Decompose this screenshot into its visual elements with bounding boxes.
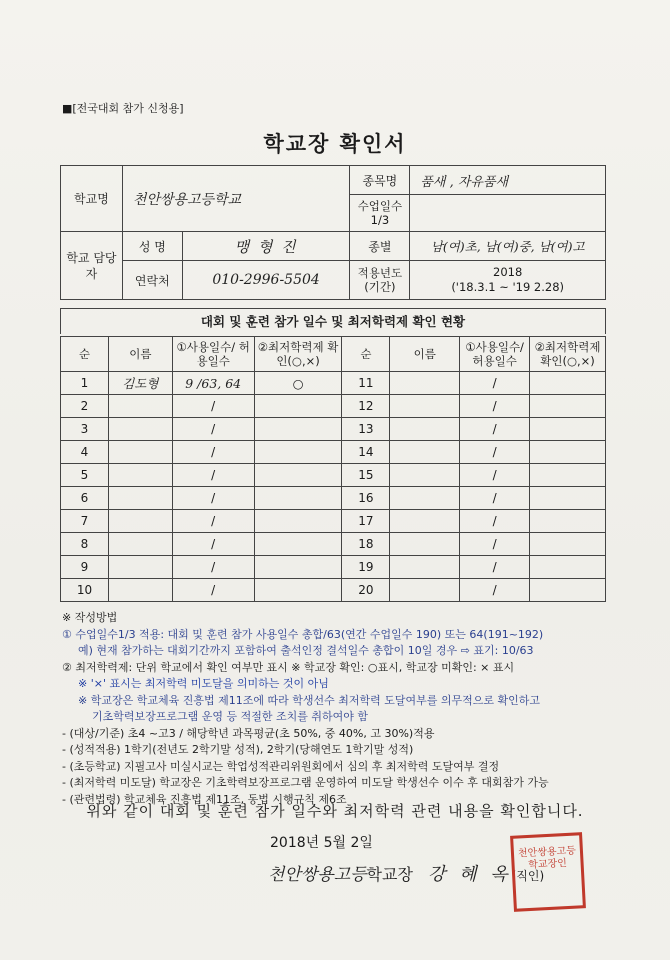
cell-n: 10 bbox=[61, 579, 109, 602]
table-row bbox=[61, 556, 606, 579]
note-line: - (대상/기준) 초4 ~고3 / 해당학년 과목평균(초 50%, 중 40%, 고 30%)적용 bbox=[62, 726, 435, 740]
col-header: 이름 bbox=[390, 337, 460, 372]
cell-name bbox=[108, 510, 172, 533]
days-label: 수업일수 1/3 bbox=[350, 195, 410, 232]
contact-value: 010-2996-5504 bbox=[182, 261, 350, 300]
cell-check bbox=[530, 556, 606, 579]
section-title: 대회 및 훈련 참가 일수 및 최저학력제 확인 현황 bbox=[60, 308, 606, 334]
year-label: 적용년도 (기간) bbox=[350, 261, 410, 300]
cell-name bbox=[390, 441, 460, 464]
event-label: 종목명 bbox=[350, 166, 410, 195]
cell-days: / bbox=[460, 556, 530, 579]
cell-check bbox=[254, 395, 342, 418]
days-value bbox=[410, 195, 606, 232]
cell-n: 5 bbox=[61, 464, 109, 487]
note-line: - (관련법령) 학교체육 진흥법 제11조, 동법 시행규칙 제6조 bbox=[62, 792, 347, 806]
cell-n: 4 bbox=[61, 441, 109, 464]
cell-name bbox=[108, 579, 172, 602]
cell-n: 8 bbox=[61, 533, 109, 556]
cell-days: / bbox=[172, 510, 254, 533]
cell-n: 14 bbox=[342, 441, 390, 464]
cell-check bbox=[530, 487, 606, 510]
cell-days: / bbox=[460, 579, 530, 602]
school-label: 학교명 bbox=[61, 166, 123, 232]
cell-n: 9 bbox=[61, 556, 109, 579]
cell-days: / bbox=[460, 510, 530, 533]
cell-n: 16 bbox=[342, 487, 390, 510]
cell-check bbox=[254, 510, 342, 533]
col-header: ①사용일수/ 허용일수 bbox=[172, 337, 254, 372]
cell-n: 19 bbox=[342, 556, 390, 579]
cell-name bbox=[390, 372, 460, 395]
cell-name bbox=[390, 395, 460, 418]
seal-suffix: (직인) bbox=[511, 869, 545, 883]
cell-check bbox=[530, 395, 606, 418]
cell-check bbox=[530, 464, 606, 487]
cell-days: / bbox=[172, 395, 254, 418]
col-header: 이름 bbox=[108, 337, 172, 372]
official-seal: 천안쌍용고등학교장인 bbox=[510, 832, 586, 912]
cell-n: 15 bbox=[342, 464, 390, 487]
cell-name bbox=[108, 395, 172, 418]
cell-name bbox=[390, 510, 460, 533]
cell-name bbox=[108, 487, 172, 510]
signature-school: 천안쌍용고등 bbox=[268, 865, 367, 885]
category-value: 남(여)초, 남(여)중, 남(여)고 bbox=[410, 232, 606, 261]
cell-name bbox=[108, 464, 172, 487]
cell-name bbox=[390, 533, 460, 556]
table-row bbox=[61, 441, 606, 464]
cell-check bbox=[530, 418, 606, 441]
cell-check bbox=[530, 441, 606, 464]
note-line: ※ '×' 표시는 최저학력 미도달을 의미하는 것이 아님 bbox=[78, 677, 329, 690]
note-line: - (최저학력 미도달) 학교장은 기초학력보장프로그램 운영하여 미도달 학생선수 이수 후 대회참가 가능 bbox=[62, 776, 549, 789]
cell-days: / bbox=[460, 418, 530, 441]
cell-check bbox=[254, 441, 342, 464]
table-row bbox=[61, 372, 606, 395]
note-line: ① 수업일수1/3 적용: 대회 및 훈련 참가 사용일수 총합/63(연간 수업일수 190) 또는 64(191~192) bbox=[62, 627, 544, 641]
col-header: ①사용일수/ 허용일수 bbox=[460, 337, 530, 372]
cell-days: / bbox=[172, 533, 254, 556]
cell-check bbox=[530, 579, 606, 602]
note-line: - (성적적용) 1학기(전년도 2학기말 성적), 2학기(당해연도 1학기말 성적) bbox=[62, 743, 414, 756]
cell-n: 1 bbox=[61, 372, 109, 395]
cell-days: / bbox=[460, 395, 530, 418]
cell-check bbox=[530, 372, 606, 395]
cell-days: / bbox=[172, 418, 254, 441]
cell-days: / bbox=[172, 556, 254, 579]
col-header: 순 bbox=[342, 337, 390, 372]
cell-name bbox=[390, 556, 460, 579]
col-header: ②최저학력제 확인(○,×) bbox=[530, 337, 606, 372]
participation-table bbox=[60, 336, 606, 602]
confirmation-text: 위와 같이 대회 및 훈련 참가 일수와 최저학력 관련 내용을 확인합니다. bbox=[86, 802, 584, 820]
cell-days: / bbox=[460, 441, 530, 464]
cell-n: 2 bbox=[61, 395, 109, 418]
cell-n: 11 bbox=[342, 372, 390, 395]
table-header-row bbox=[61, 337, 606, 372]
year-period: ('18.3.1 ~ '19 2.28) bbox=[451, 280, 565, 294]
cell-days: / bbox=[172, 579, 254, 602]
signature-name: 강 혜 옥 bbox=[428, 864, 512, 885]
cell-name bbox=[108, 418, 172, 441]
cell-name bbox=[108, 533, 172, 556]
table-row bbox=[61, 533, 606, 556]
name-value: 맹 형 진 bbox=[182, 232, 350, 261]
note-line: ※ 학교장은 학교체육 진흥법 제11조에 따라 학생선수 최저학력 도달여부를 의무적으로 확인하고 bbox=[78, 693, 540, 707]
col-header: ②최저학력제 확인(○,×) bbox=[254, 337, 342, 372]
note-line: 예) 현재 참가하는 대회기간까지 포함하여 출석인정 결석일수 총합이 10일 경우 ⇨ 표기: 10/63 bbox=[78, 644, 534, 657]
table-row bbox=[61, 487, 606, 510]
note-line: ② 최저학력제: 단위 학교에서 확인 여부만 표시 ※ 학교장 확인: ○표시, 학교장 미확인: × 표시 bbox=[62, 660, 515, 674]
cell-days: / bbox=[172, 441, 254, 464]
table-row bbox=[61, 418, 606, 441]
cell-n: 13 bbox=[342, 418, 390, 441]
person-label: 학교 담당자 bbox=[61, 232, 123, 300]
note-line: ※ 작성방법 bbox=[62, 611, 118, 624]
cell-check bbox=[254, 464, 342, 487]
cell-name bbox=[390, 487, 460, 510]
form-tag: ■[전국대회 참가 신청용] bbox=[62, 102, 184, 115]
cell-days: / bbox=[460, 533, 530, 556]
year-cell bbox=[410, 261, 606, 300]
note-line: - (초등학교) 지필고사 미실시교는 학업성적관리위원회에서 심의 후 최저학력 도달여부 결정 bbox=[62, 759, 500, 773]
cell-days: / bbox=[460, 487, 530, 510]
issue-date: 2018년 5월 2일 bbox=[270, 835, 373, 851]
document-title: 학교장 확인서 bbox=[263, 132, 407, 156]
cell-check bbox=[254, 487, 342, 510]
table-row bbox=[61, 464, 606, 487]
cell-name: 김도형 bbox=[108, 372, 172, 395]
cell-check bbox=[254, 556, 342, 579]
col-header: 순 bbox=[61, 337, 109, 372]
cell-days: / bbox=[172, 464, 254, 487]
cell-n: 18 bbox=[342, 533, 390, 556]
note-line: 기초학력보장프로그램 운영 등 적절한 조치를 취하여야 함 bbox=[92, 710, 369, 723]
cell-n: 12 bbox=[342, 395, 390, 418]
event-value: 품새 , 자유품새 bbox=[410, 166, 606, 195]
info-table bbox=[60, 165, 606, 300]
cell-name bbox=[390, 579, 460, 602]
cell-n: 7 bbox=[61, 510, 109, 533]
cell-name bbox=[390, 418, 460, 441]
cell-check: ○ bbox=[254, 372, 342, 395]
cell-n: 6 bbox=[61, 487, 109, 510]
school-value: 천안쌍용고등학교 bbox=[122, 166, 350, 232]
category-label: 종별 bbox=[350, 232, 410, 261]
cell-check bbox=[254, 533, 342, 556]
cell-check bbox=[530, 510, 606, 533]
table-row bbox=[61, 395, 606, 418]
cell-check bbox=[254, 579, 342, 602]
signature-role: 학교장 bbox=[366, 865, 413, 884]
cell-check bbox=[254, 418, 342, 441]
cell-days: / bbox=[172, 487, 254, 510]
cell-days: 9 /63, 64 bbox=[172, 372, 254, 395]
contact-label: 연락처 bbox=[122, 261, 182, 300]
cell-check bbox=[530, 533, 606, 556]
cell-days: / bbox=[460, 372, 530, 395]
signature-line bbox=[268, 860, 544, 886]
cell-n: 3 bbox=[61, 418, 109, 441]
cell-name bbox=[390, 464, 460, 487]
cell-n: 20 bbox=[342, 579, 390, 602]
cell-name bbox=[108, 556, 172, 579]
instructions bbox=[62, 610, 622, 808]
year-value: 2018 bbox=[493, 265, 523, 279]
cell-days: / bbox=[460, 464, 530, 487]
cell-name bbox=[108, 441, 172, 464]
name-label: 성 명 bbox=[122, 232, 182, 261]
table-row bbox=[61, 510, 606, 533]
cell-n: 17 bbox=[342, 510, 390, 533]
table-row bbox=[61, 579, 606, 602]
